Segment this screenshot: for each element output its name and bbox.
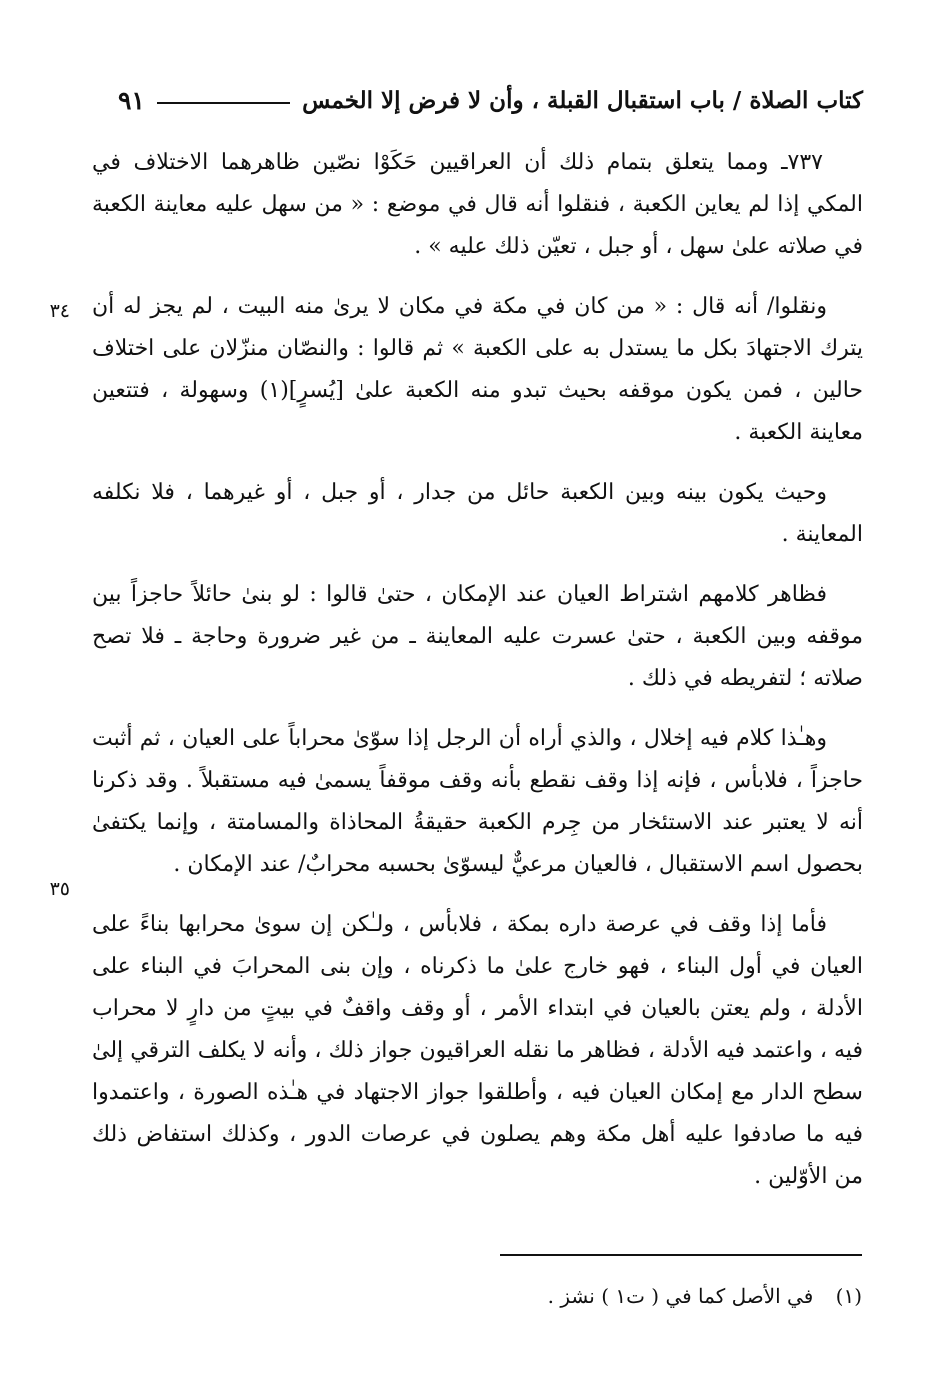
paragraph-6: فأما إذا وقف في عرصة داره بمكة ، فلابأس ، ولـٰكن إن سوىٰ محرابها بناءً على العيان في أول البناء ، فهو خارج علىٰ ما ذكرناه ، وإن بنى المحرابَ في البناء على الأدلة ، ولم يعتن بالعيان في ابتداء الأمر ، أو وقف واقفٌ في بيتٍ من دارٍ لا محراب فيه ، واعتمد فيه الأدلة ، فظاهر ما نقله العراقيون جواز ذلك ، وأنه لا يكلف الترقي إلىٰ سطح الدار مع إمكان العيان فيه ، وأطلقوا جواز الاجتهاد في هـٰذه الصورة ، واعتمدوا فيه ما صادفوا عليه أهل مكة وهم يصلون في عرصات الدور ، وكذلك استفاض ذلك من الأوّلين . xyxy=(92,912,863,1189)
paragraph-2: ونقلوا/ أنه قال : « من كان في مكة في مكان لا يرىٰ منه البيت ، لم يجز له أن يترك الاجتهادَ بكل ما يستدل به على الكعبة » ثم قالوا : والنصّان منزّلان على اختلاف حالين ، فمن يكون موقفه بحيث تبدو منه الكعبة علىٰ [يُسرٍ](١) وسهولة ، فتتعين معاينة الكعبة . xyxy=(92,294,863,445)
paragraph-4: فظاهر كلامهم اشتراط العيان عند الإمكان ، حتىٰ قالوا : لو بنىٰ حائلاً حاجزاً بين موقفه وبين الكعبة ، حتىٰ عسرت عليه المعاينة ـ من غير ضرورة وحاجة ـ فلا تصح صلاته ؛ لتفريطه في ذلك . xyxy=(92,582,863,691)
footnote-number: (١) xyxy=(835,1284,862,1308)
paragraph-3: وحيث يكون بينه وبين الكعبة حائل من جدار ، أو جبل ، أو غيرهما ، فلا نكلفه المعاينة . xyxy=(92,480,863,547)
main-text xyxy=(92,142,863,1216)
page-number: ٩١ xyxy=(118,85,145,115)
header-rule xyxy=(157,102,290,104)
footnote xyxy=(162,1284,862,1308)
running-header xyxy=(118,80,863,120)
footnote-rule xyxy=(500,1254,862,1256)
margin-number-35: ٣٥ xyxy=(49,878,70,900)
margin-number-34: ٣٤ xyxy=(49,300,70,322)
paragraph-5: وهـٰذا كلام فيه إخلال ، والذي أراه أن الرجل إذا سوّىٰ محراباً على العيان ، ثم أثبت حاجزاً ، فلابأس ، فإنه إذا وقف نقطع بأنه وقف موقفاً يسمىٰ فيه مستقبلاً . وقد ذكرنا أنه لا يعتبر عند الاستئخار من جِرم الكعبة حقيقةُ المحاذاة والمسامتة ، وإنما يكتفىٰ بحصول اسم الاستقبال ، فالعيان مرعيٌّ ليسوّىٰ بحسبه محرابٌ/ عند الإمكان . xyxy=(92,726,863,877)
paragraph-1: ٧٣٧ـ ومما يتعلق بتمام ذلك أن العراقيين حَكَوْا نصّين ظاهرهما الاختلاف في المكي إذا لم يعاين الكعبة ، فنقلوا أنه قال في موضع : « من سهل عليه معاينة الكعبة في صلاته علىٰ سهل ، أو جبل ، تعيّن ذلك عليه » . xyxy=(92,150,863,259)
footnote-text: في الأصل كما في ( ت١ ) نشز . xyxy=(547,1284,814,1308)
header-title: كتاب الصلاة / باب استقبال القبلة ، وأن لا فرض إلا الخمس xyxy=(302,86,863,114)
